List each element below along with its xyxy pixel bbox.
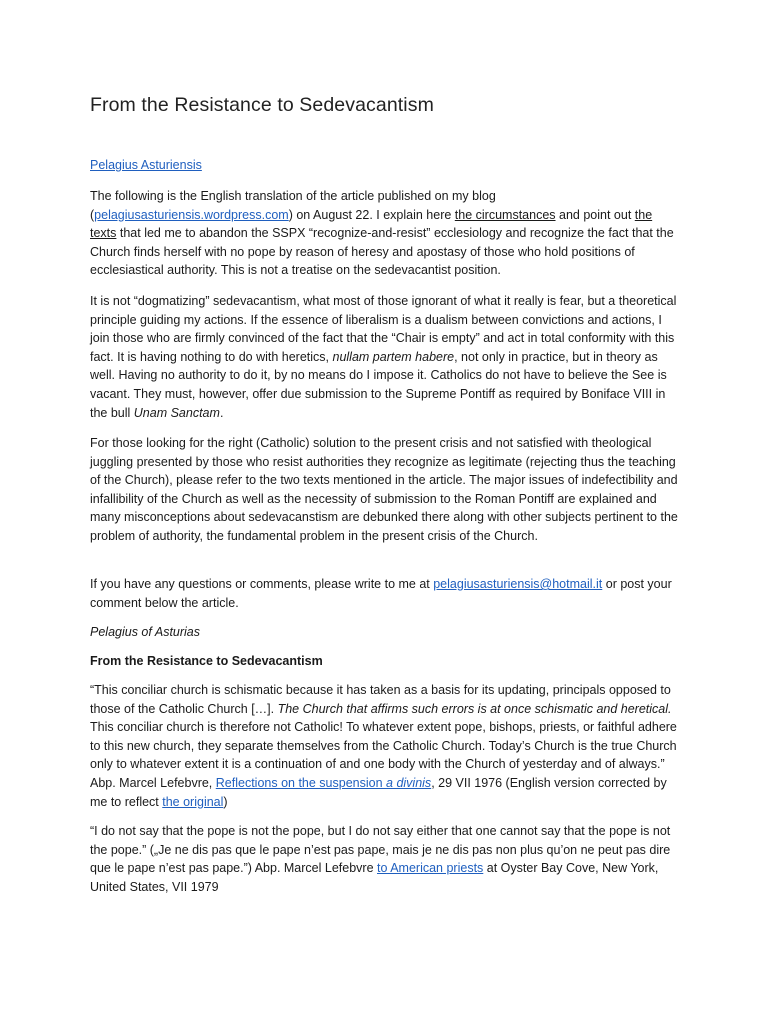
- quote1-text-3: , 29 VII 1976 (English version corrected by me to reflect: [90, 775, 667, 809]
- crisis-paragraph: For those looking for the right (Catholic) solution to the present crisis and not satisfied with theological juggling presented by those who resist authorities they recognize as legitimate (rejecting thus the teaching of the Church), please refer to the two texts mentioned in the article. The major issues of indefectibility and infallibility of the Church as well as the necessity of submission to the Roman Pontiff are explained and many misconceptions about sedevacanstism are debunked there along with other subjects pertinent to the problem of authority, the fundamental problem in the present crisis of the Church.: [90, 436, 678, 543]
- contact-text-2: or post your comment below the article.: [90, 577, 672, 610]
- quote1-text-4: ): [223, 794, 228, 809]
- signature: Pelagius of Asturias: [90, 625, 201, 639]
- intro-text-4: that led me to abandon the SSPX “recognize-and-resist” ecclesiology and recognize the fact that the Church finds herself with no pope by reason of heresy and apostasy of those who hold positions of ecclesiastical authority. This is not a treatise on the sedevacantist position.: [90, 226, 674, 278]
- para2-text-1: It is not “dogmatizing” sedevacantism, what most of those ignorant of what it really is fear, but a theoretical principle guiding my actions. If the essence of liberalism is a dualism between convictions and actions, I join those who are firmly convinced of the fact that the “Chair is empty” and act in total conformity with this fact. It is having nothing to do with heretics,: [90, 294, 677, 364]
- american-priests-link[interactable]: to American priests: [377, 861, 484, 876]
- author-link[interactable]: Pelagius Asturiensis: [90, 158, 202, 172]
- intro-text-1: The following is the English translation of the article published on my blog (: [90, 189, 496, 222]
- quote2-text-1: “I do not say that the pope is not the pope, but I do not say either that one cannot say that the pope is not the pope.” („Je ne dis pas que le pape n’est pas pape, mais je ne dis pas non plus qu’on ne peut pas dire que le pape n’est pas pape.”) Abp. Marcel Lefebvre: [90, 824, 671, 876]
- para2-text-3: .: [219, 405, 224, 420]
- subheading: From the Resistance to Sedevacantism: [90, 654, 323, 668]
- para2-text-2: , not only in practice, but in theory as well. Having no authority to do it, by no means do I impose it. Catholics do not have to believe the See is vacant. They must, however, offer due submission to the Supreme Pontiff as required by Boniface VIII in the bull: [90, 349, 667, 420]
- quote1-text-2: This conciliar church is therefore not Catholic! To whatever extent pope, bishops, priests, or faithful adhere to this new church, they separate themselves from the Catholic Church. Today’s Church is the true Church only to whatever extent it is a continuation of and one body with the Church of yesterday and of always.” Abp. Marcel Lefebvre,: [90, 720, 677, 790]
- intro-paragraph: [90, 187, 680, 280]
- reflections-link[interactable]: Reflections on the suspension a divinis: [215, 775, 432, 790]
- quote2-text-2: at Oyster Bay Cove, New York, United States, VII 1979: [90, 861, 659, 894]
- contact-paragraph: [90, 575, 680, 612]
- lefebvre-quote-2: [90, 822, 680, 896]
- contact-text-1: If you have any questions or comments, please write to me at: [90, 577, 434, 591]
- intro-text-2: ) on August 22. I explain here: [288, 207, 455, 222]
- dogmatizing-paragraph: [90, 292, 680, 422]
- quote1-text-1: “This conciliar church is schismatic because it has taken as a basis for its updating, principals opposed to those of the Catholic Church […].: [90, 683, 671, 716]
- lefebvre-quote-1: [90, 681, 680, 811]
- intro-text-3: and point out: [555, 207, 635, 222]
- latin-phrase: nullam partem habere: [332, 349, 455, 364]
- email-link[interactable]: pelagiusasturiensis@hotmail.it: [433, 577, 603, 591]
- bull-name: Unam Sanctam: [133, 405, 220, 420]
- circumstances-link[interactable]: the circumstances: [454, 207, 556, 222]
- blog-link[interactable]: pelagiusasturiensis.wordpress.com: [94, 207, 289, 222]
- page-title: From the Resistance to Sedevacantism: [90, 94, 434, 116]
- quote1-italic: The Church that affirms such errors is at once schismatic and heretical.: [277, 701, 672, 716]
- texts-link[interactable]: the texts: [90, 207, 653, 241]
- original-link[interactable]: the original: [162, 794, 224, 809]
